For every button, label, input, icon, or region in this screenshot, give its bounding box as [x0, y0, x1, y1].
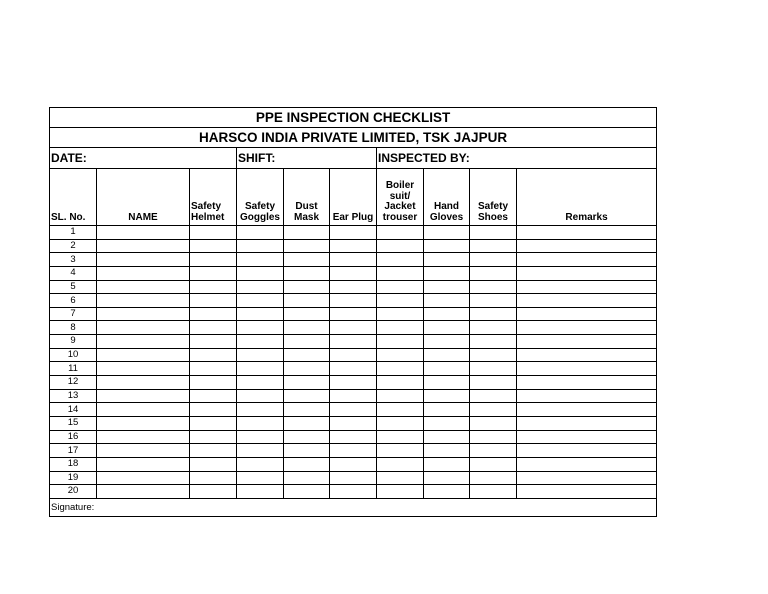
table-row: [50, 389, 657, 403]
cell-ear-plug[interactable]: [330, 253, 377, 267]
cell-boiler[interactable]: [377, 416, 424, 430]
cell-mask[interactable]: [284, 457, 330, 471]
cell-goggles[interactable]: [237, 403, 284, 417]
cell-name[interactable]: [97, 362, 190, 376]
cell-goggles[interactable]: [237, 471, 284, 485]
cell-remarks[interactable]: [517, 253, 657, 267]
cell-name[interactable]: [97, 444, 190, 458]
col-safety-helmet: Safety Helmet: [190, 169, 237, 226]
cell-goggles[interactable]: [237, 307, 284, 321]
cell-goggles[interactable]: [237, 253, 284, 267]
cell-helmet[interactable]: [190, 457, 237, 471]
cell-gloves[interactable]: [424, 226, 470, 240]
cell-mask[interactable]: [284, 253, 330, 267]
cell-helmet[interactable]: [190, 403, 237, 417]
table-row: [50, 348, 657, 362]
cell-goggles[interactable]: [237, 389, 284, 403]
row-number: 16: [50, 430, 97, 444]
cell-boiler[interactable]: [377, 376, 424, 390]
cell-shoes[interactable]: [470, 362, 517, 376]
col-remarks: Remarks: [517, 169, 657, 226]
shift-field[interactable]: [237, 148, 377, 169]
table-row: [50, 307, 657, 321]
cell-helmet[interactable]: [190, 280, 237, 294]
cell-name[interactable]: [97, 485, 190, 499]
cell-ear-plug[interactable]: [330, 348, 377, 362]
cell-name[interactable]: [97, 335, 190, 349]
cell-mask[interactable]: [284, 362, 330, 376]
cell-name[interactable]: [97, 376, 190, 390]
cell-remarks[interactable]: [517, 403, 657, 417]
cell-remarks[interactable]: [517, 485, 657, 499]
cell-gloves[interactable]: [424, 485, 470, 499]
cell-gloves[interactable]: [424, 362, 470, 376]
row-number: 1: [50, 226, 97, 240]
cell-name[interactable]: [97, 307, 190, 321]
cell-shoes[interactable]: [470, 376, 517, 390]
cell-mask[interactable]: [284, 471, 330, 485]
cell-mask[interactable]: [284, 444, 330, 458]
table-row: [50, 335, 657, 349]
cell-ear-plug[interactable]: [330, 403, 377, 417]
row-number: 2: [50, 239, 97, 253]
cell-ear-plug[interactable]: [330, 444, 377, 458]
cell-gloves[interactable]: [424, 348, 470, 362]
cell-boiler[interactable]: [377, 266, 424, 280]
cell-name[interactable]: [97, 457, 190, 471]
col-boiler-suit: Boiler suit/ Jacket trouser: [377, 169, 424, 226]
cell-name[interactable]: [97, 389, 190, 403]
cell-shoes[interactable]: [470, 266, 517, 280]
cell-mask[interactable]: [284, 348, 330, 362]
cell-helmet[interactable]: [190, 416, 237, 430]
col-name: NAME: [97, 169, 190, 226]
cell-goggles[interactable]: [237, 348, 284, 362]
cell-goggles[interactable]: [237, 457, 284, 471]
cell-shoes[interactable]: [470, 253, 517, 267]
row-number: 7: [50, 307, 97, 321]
cell-goggles[interactable]: [237, 266, 284, 280]
cell-ear-plug[interactable]: [330, 266, 377, 280]
table-row: [50, 485, 657, 499]
row-number: 13: [50, 389, 97, 403]
cell-remarks[interactable]: [517, 335, 657, 349]
cell-helmet[interactable]: [190, 430, 237, 444]
cell-gloves[interactable]: [424, 253, 470, 267]
cell-remarks[interactable]: [517, 280, 657, 294]
cell-shoes[interactable]: [470, 416, 517, 430]
cell-shoes[interactable]: [470, 471, 517, 485]
cell-gloves[interactable]: [424, 294, 470, 308]
cell-ear-plug[interactable]: [330, 239, 377, 253]
cell-shoes[interactable]: [470, 457, 517, 471]
cell-mask[interactable]: [284, 239, 330, 253]
row-number: 6: [50, 294, 97, 308]
cell-ear-plug[interactable]: [330, 376, 377, 390]
cell-helmet[interactable]: [190, 335, 237, 349]
table-row: [50, 294, 657, 308]
cell-mask[interactable]: [284, 266, 330, 280]
cell-remarks[interactable]: [517, 457, 657, 471]
table-row: [50, 362, 657, 376]
row-number: 15: [50, 416, 97, 430]
table-row: [50, 280, 657, 294]
cell-mask[interactable]: [284, 226, 330, 240]
cell-mask[interactable]: [284, 294, 330, 308]
row-number: 10: [50, 348, 97, 362]
table-row: [50, 253, 657, 267]
table-row: [50, 430, 657, 444]
cell-goggles[interactable]: [237, 430, 284, 444]
cell-goggles[interactable]: [237, 239, 284, 253]
table-row: [50, 403, 657, 417]
row-number: 9: [50, 335, 97, 349]
cell-gloves[interactable]: [424, 266, 470, 280]
table-row: [50, 444, 657, 458]
cell-remarks[interactable]: [517, 266, 657, 280]
cell-shoes[interactable]: [470, 389, 517, 403]
table-row: [50, 416, 657, 430]
cell-boiler[interactable]: [377, 226, 424, 240]
cell-boiler[interactable]: [377, 485, 424, 499]
cell-remarks[interactable]: [517, 416, 657, 430]
cell-mask[interactable]: [284, 416, 330, 430]
cell-shoes[interactable]: [470, 294, 517, 308]
checklist-table: [49, 107, 657, 517]
cell-gloves[interactable]: [424, 416, 470, 430]
cell-helmet[interactable]: [190, 444, 237, 458]
cell-boiler[interactable]: [377, 444, 424, 458]
cell-gloves[interactable]: [424, 430, 470, 444]
cell-mask[interactable]: [284, 485, 330, 499]
cell-goggles[interactable]: [237, 485, 284, 499]
cell-helmet[interactable]: [190, 471, 237, 485]
cell-shoes[interactable]: [470, 321, 517, 335]
cell-helmet[interactable]: [190, 253, 237, 267]
table-row: [50, 321, 657, 335]
cell-helmet[interactable]: [190, 389, 237, 403]
ppe-checklist-sheet: [49, 107, 656, 517]
cell-boiler[interactable]: [377, 362, 424, 376]
cell-ear-plug[interactable]: [330, 485, 377, 499]
cell-boiler[interactable]: [377, 280, 424, 294]
cell-shoes[interactable]: [470, 226, 517, 240]
cell-boiler[interactable]: [377, 389, 424, 403]
cell-helmet[interactable]: [190, 321, 237, 335]
cell-goggles[interactable]: [237, 376, 284, 390]
cell-mask[interactable]: [284, 307, 330, 321]
cell-gloves[interactable]: [424, 239, 470, 253]
table-row: [50, 239, 657, 253]
cell-goggles[interactable]: [237, 321, 284, 335]
row-number: 18: [50, 457, 97, 471]
cell-remarks[interactable]: [517, 362, 657, 376]
shift-label: SHIFT:: [238, 151, 276, 165]
cell-name[interactable]: [97, 321, 190, 335]
cell-remarks[interactable]: [517, 321, 657, 335]
cell-name[interactable]: [97, 471, 190, 485]
row-number: 20: [50, 485, 97, 499]
cell-mask[interactable]: [284, 376, 330, 390]
cell-shoes[interactable]: [470, 403, 517, 417]
cell-shoes[interactable]: [470, 280, 517, 294]
cell-goggles[interactable]: [237, 335, 284, 349]
cell-remarks[interactable]: [517, 348, 657, 362]
cell-shoes[interactable]: [470, 239, 517, 253]
col-ear-plug: Ear Plug: [330, 169, 377, 226]
form-title: PPE INSPECTION CHECKLIST: [50, 108, 657, 128]
col-sl-no: SL. No.: [50, 169, 97, 226]
cell-boiler[interactable]: [377, 335, 424, 349]
signature-field[interactable]: [50, 498, 657, 516]
cell-boiler[interactable]: [377, 321, 424, 335]
cell-helmet[interactable]: [190, 376, 237, 390]
cell-ear-plug[interactable]: [330, 430, 377, 444]
cell-shoes[interactable]: [470, 335, 517, 349]
cell-gloves[interactable]: [424, 403, 470, 417]
cell-boiler[interactable]: [377, 239, 424, 253]
cell-gloves[interactable]: [424, 280, 470, 294]
row-number: 19: [50, 471, 97, 485]
cell-boiler[interactable]: [377, 348, 424, 362]
cell-ear-plug[interactable]: [330, 389, 377, 403]
row-number: 12: [50, 376, 97, 390]
cell-boiler[interactable]: [377, 457, 424, 471]
cell-boiler[interactable]: [377, 253, 424, 267]
table-row: [50, 376, 657, 390]
cell-name[interactable]: [97, 348, 190, 362]
col-safety-shoes: Safety Shoes: [470, 169, 517, 226]
cell-name[interactable]: [97, 430, 190, 444]
cell-ear-plug[interactable]: [330, 307, 377, 321]
cell-shoes[interactable]: [470, 430, 517, 444]
cell-goggles[interactable]: [237, 280, 284, 294]
row-number: 5: [50, 280, 97, 294]
signature-label: Signature:: [51, 501, 95, 513]
col-safety-goggles: Safety Goggles: [237, 169, 284, 226]
cell-boiler[interactable]: [377, 430, 424, 444]
row-number: 4: [50, 266, 97, 280]
cell-remarks[interactable]: [517, 239, 657, 253]
cell-gloves[interactable]: [424, 457, 470, 471]
cell-boiler[interactable]: [377, 294, 424, 308]
table-row: [50, 457, 657, 471]
cell-mask[interactable]: [284, 280, 330, 294]
cell-shoes[interactable]: [470, 307, 517, 321]
cell-remarks[interactable]: [517, 389, 657, 403]
cell-name[interactable]: [97, 239, 190, 253]
table-row: [50, 471, 657, 485]
date-field[interactable]: [50, 148, 237, 169]
cell-helmet[interactable]: [190, 485, 237, 499]
cell-shoes[interactable]: [470, 348, 517, 362]
cell-helmet[interactable]: [190, 294, 237, 308]
table-row: [50, 266, 657, 280]
cell-gloves[interactable]: [424, 471, 470, 485]
cell-remarks[interactable]: [517, 376, 657, 390]
cell-name[interactable]: [97, 403, 190, 417]
cell-ear-plug[interactable]: [330, 416, 377, 430]
cell-goggles[interactable]: [237, 294, 284, 308]
cell-gloves[interactable]: [424, 335, 470, 349]
cell-ear-plug[interactable]: [330, 321, 377, 335]
cell-gloves[interactable]: [424, 321, 470, 335]
cell-ear-plug[interactable]: [330, 226, 377, 240]
cell-remarks[interactable]: [517, 430, 657, 444]
cell-boiler[interactable]: [377, 403, 424, 417]
cell-mask[interactable]: [284, 430, 330, 444]
cell-name[interactable]: [97, 416, 190, 430]
cell-goggles[interactable]: [237, 416, 284, 430]
cell-ear-plug[interactable]: [330, 335, 377, 349]
cell-helmet[interactable]: [190, 239, 237, 253]
col-dust-mask: Dust Mask: [284, 169, 330, 226]
column-header-row: [50, 169, 657, 226]
row-number: 8: [50, 321, 97, 335]
cell-mask[interactable]: [284, 403, 330, 417]
cell-shoes[interactable]: [470, 485, 517, 499]
cell-helmet[interactable]: [190, 266, 237, 280]
cell-gloves[interactable]: [424, 376, 470, 390]
cell-gloves[interactable]: [424, 444, 470, 458]
date-label: DATE:: [51, 151, 87, 165]
cell-boiler[interactable]: [377, 307, 424, 321]
cell-ear-plug[interactable]: [330, 362, 377, 376]
cell-remarks[interactable]: [517, 444, 657, 458]
cell-ear-plug[interactable]: [330, 471, 377, 485]
cell-mask[interactable]: [284, 335, 330, 349]
inspected-by-label: INSPECTED BY:: [378, 151, 470, 165]
cell-helmet[interactable]: [190, 348, 237, 362]
cell-remarks[interactable]: [517, 226, 657, 240]
row-number: 11: [50, 362, 97, 376]
cell-boiler[interactable]: [377, 471, 424, 485]
cell-name[interactable]: [97, 253, 190, 267]
row-number: 14: [50, 403, 97, 417]
table-row: [50, 226, 657, 240]
cell-gloves[interactable]: [424, 389, 470, 403]
cell-name[interactable]: [97, 294, 190, 308]
cell-name[interactable]: [97, 266, 190, 280]
cell-name[interactable]: [97, 226, 190, 240]
cell-helmet[interactable]: [190, 226, 237, 240]
row-number: 17: [50, 444, 97, 458]
cell-mask[interactable]: [284, 389, 330, 403]
cell-remarks[interactable]: [517, 294, 657, 308]
cell-helmet[interactable]: [190, 362, 237, 376]
cell-ear-plug[interactable]: [330, 294, 377, 308]
cell-gloves[interactable]: [424, 307, 470, 321]
cell-ear-plug[interactable]: [330, 457, 377, 471]
company-name: HARSCO INDIA PRIVATE LIMITED, TSK JAJPUR: [50, 128, 657, 148]
col-hand-gloves: Hand Gloves: [424, 169, 470, 226]
cell-remarks[interactable]: [517, 307, 657, 321]
inspected-by-field[interactable]: [377, 148, 657, 169]
row-number: 3: [50, 253, 97, 267]
cell-helmet[interactable]: [190, 307, 237, 321]
cell-remarks[interactable]: [517, 471, 657, 485]
cell-shoes[interactable]: [470, 444, 517, 458]
cell-goggles[interactable]: [237, 362, 284, 376]
cell-goggles[interactable]: [237, 444, 284, 458]
cell-ear-plug[interactable]: [330, 280, 377, 294]
cell-name[interactable]: [97, 280, 190, 294]
cell-mask[interactable]: [284, 321, 330, 335]
cell-goggles[interactable]: [237, 226, 284, 240]
